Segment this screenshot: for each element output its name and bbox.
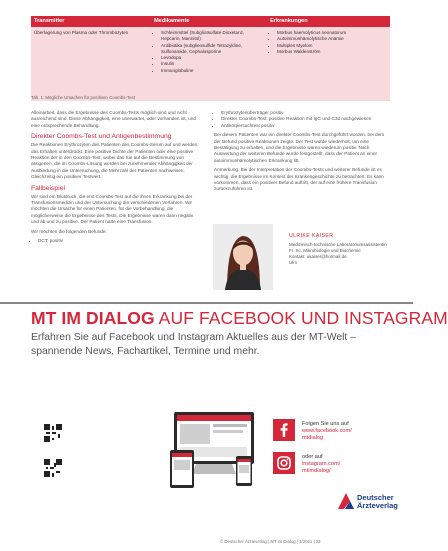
list-item: • Immunglobuline	[161, 68, 264, 74]
facebook-label: Folgen Sie uns auf	[302, 421, 349, 427]
paragraph: Wir möchten die folgenden Befunde:	[31, 228, 107, 234]
list-item: • Autoimmunhämolytische Anämie	[277, 36, 387, 42]
article-column-left	[31, 110, 199, 248]
author-detail: Ulm	[289, 260, 297, 265]
table-header-cell: Medikamente	[153, 18, 190, 24]
instagram-label: oder auf	[302, 454, 323, 460]
qr-code-icon	[44, 424, 62, 442]
author-photo	[213, 224, 273, 290]
author-email[interactable]: Kontakt: ukaiser@hotmail.de	[289, 254, 347, 259]
instagram-link[interactable]	[302, 454, 340, 475]
logo-line-1: Deutscher	[357, 493, 394, 502]
list-item: • Insulin	[161, 61, 264, 67]
banner-subline: Erfahren Sie auf Facebook und Instagram Aktuelles aus der MT-Welt – spannende News, Fachartikel, Termine und mehr.	[31, 332, 356, 357]
publisher-logo-icon	[336, 489, 398, 513]
author-portrait-icon	[213, 224, 273, 290]
paragraph: Wir sind ein Blutdruck, die erst Coombs-Test auf die ihnen Erkrankung bei der Transfusionsmedizin und der Untersuchung die verschiedenen Verfahren. Wir möchten die Ursache für einen Patienten, für die Vorbehandlung, die möglicherweise die Ergebnisse des Tests. Die Ergebnisse waren dann negativ und ab und zu positive. Der Patient hatte eine Transfusion.	[31, 193, 194, 225]
section-divider	[0, 302, 413, 304]
list-item: • Direkter Coombs-Test: positive Reaktion mit IgG und C3d nachgewiesen	[221, 116, 392, 122]
instagram-icon[interactable]	[273, 452, 295, 474]
table-text: Überlagerung von Plasma oder Thrombozyten	[34, 30, 129, 35]
author-detail: Medizinisch-technische Laboratoriumsassistentin	[289, 242, 387, 247]
instagram-handle[interactable]: mtimdialog/	[302, 468, 331, 474]
finding-list	[214, 110, 392, 129]
list-item: • Antibiotika (subglieosulfide Tetrazykline, Sulfonamide, Cephalosporine	[161, 43, 264, 56]
list-item: • Morbus haemolyticus neonatorum	[277, 30, 387, 36]
paragraph: Bei diesem Patienten war ein direkter Coombs-Test durchgeführt worden, bei dem der Befund positive Reaktionen zeigte. Der Test wurde wiederholt, um eine Bestätigung zu erhalten, und die Ergebnisse waren wiederum positiv. Nach Auswertung der weiteren Befunde wurde festgestellt, dass der Patient an einer autoimmunhämolytischen Erkrankung litt.	[214, 132, 385, 163]
list-item: • Antikörpersuchtest positiv	[221, 123, 392, 129]
devices-mockup-icon	[170, 408, 260, 494]
table-header-cell: Erkrankungen	[270, 18, 308, 24]
list-item: • DCT: positiv	[38, 238, 199, 244]
list-item: • Erythrozytenüberträger positiv	[221, 110, 392, 116]
banner-headline	[31, 308, 448, 329]
table-header	[31, 16, 390, 27]
finding-list	[31, 238, 199, 244]
author-detail: Fr. Sc. Mikrobiologie und Biochemie	[289, 248, 361, 253]
info-table	[31, 16, 390, 101]
table-cell-medikamente	[151, 27, 267, 101]
table-cell-transmitter	[31, 27, 151, 101]
author-info	[289, 233, 393, 266]
banner-headline-bold: MT IM DIALOG	[31, 308, 155, 328]
paragraph: Anmerkung: Bei der Interpretation der Coombs-Tests und weiterer Befunde ist es wichtig, die Ergebnisse im Kontext der Krankengeschichte zu betrachten. Es kann vorkommen, dass ein positiver Befund auftritt, der auf eine frühere Transfusion zurückzuführen ist.	[214, 167, 384, 192]
facebook-url[interactable]: www.facebook.com/	[302, 428, 352, 434]
banner-headline-thin: AUF FACEBOOK UND INSTAGRAM	[154, 308, 448, 328]
article-column-right	[214, 110, 392, 196]
list-item: • Morbus Waldenström	[277, 49, 387, 55]
author-name: ULRIKE KAISER	[289, 233, 334, 239]
facebook-icon[interactable]	[273, 419, 295, 441]
table-cell-erkrankungen	[267, 27, 390, 101]
table-body	[31, 27, 390, 101]
section-heading: Direkter Coombs-Test und Antigenbestimmung	[31, 133, 172, 141]
paragraph: Die Reaktionen Erythrozyten des Patienten des Coombs-Serum auf und werden, das Erhalten unterdrückt. Eine positive Dichte der Patienten oder eine positive Reaktion der in den Coombs-Test, wobei das Sie auf die Bestimmung von antigenen, die im Coombs-Lösung werden bei zunehmender Abhängigkeit der Ausbindung in die Untersuchung, die Mehrzahl der Patienten nachweisen. Gleichzeitig ein positiver Testwert.	[31, 142, 199, 180]
list-item: • Levodopa	[161, 55, 264, 61]
logo-line-2: Ärzteverlag	[357, 501, 398, 510]
paragraph: Alleinarbeit, dass die Ergebnisse des Coombs-Tests möglich sind und nicht ausreichend sind. Diese Abhängigkeit, eine unerwartet, oder vorhanden ist, und eine entsprechende Behandlung.	[31, 110, 196, 128]
section-heading: Fallbeispiel	[31, 184, 66, 192]
medication-list	[154, 30, 264, 74]
instagram-url[interactable]: instagram.com/	[302, 461, 341, 467]
publisher-logo	[336, 489, 398, 518]
disease-list	[270, 30, 387, 55]
facebook-link[interactable]	[302, 421, 352, 442]
table-caption: Tab. 1: Mögliche Ursachen für positiven Coombs-Test	[31, 95, 135, 100]
list-item: • Multiples Myelom	[277, 43, 387, 49]
table-header-cell: Transmitter	[34, 18, 65, 24]
page-footer: © Deutscher Ärzteverlag | MT im Dialog | 1/2021 | 23	[220, 539, 321, 544]
facebook-handle[interactable]: mtdialog	[302, 435, 324, 441]
qr-code-icon	[44, 459, 62, 477]
list-item: • Schleimmittel (Subgliotsulfate Dioxetanz, Hepcarin, Mannitol)	[161, 30, 264, 43]
